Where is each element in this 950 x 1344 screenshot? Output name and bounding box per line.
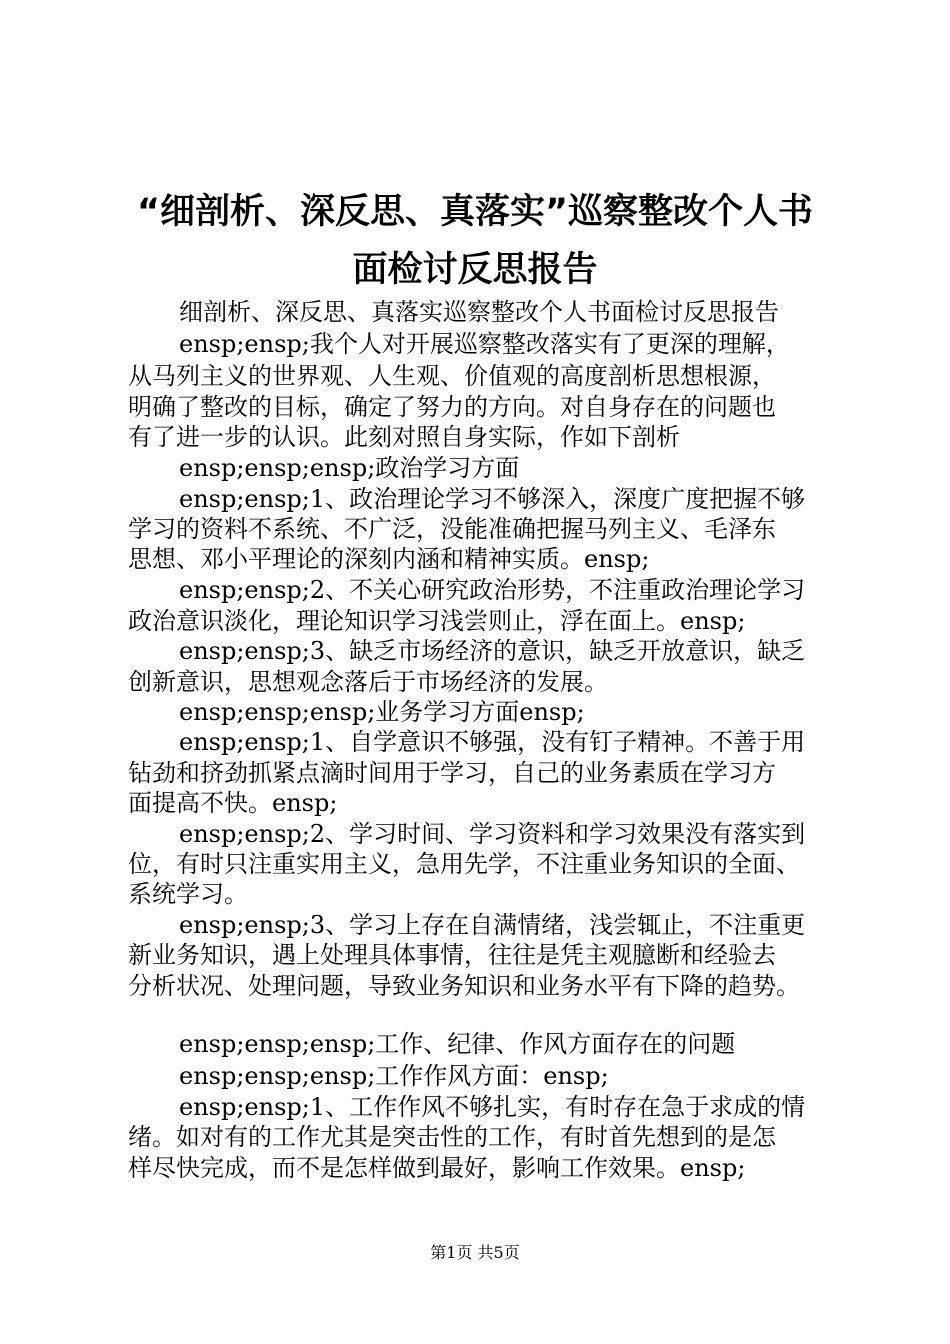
paragraph-line: ensp;ensp;2、不关心研究政治形势，不注重政治理论学习 bbox=[179, 576, 806, 604]
paragraph-line: ensp;ensp;3、缺乏市场经济的意识，缺乏开放意识，缺乏 bbox=[179, 637, 806, 665]
paragraph-line: ensp;ensp;我个人对开展巡察整改落实有了更深的理解， bbox=[179, 330, 790, 358]
subtitle-line: 细剖析、深反思、真落实巡察整改个人书面检讨反思报告 bbox=[179, 298, 779, 326]
paragraph-line: 钻劲和挤劲抓紧点滴时间用于学习，自己的业务素质在学习方 bbox=[128, 759, 776, 787]
section-heading: ensp;ensp;ensp;政治学习方面 bbox=[179, 454, 520, 482]
section-heading: ensp;ensp;ensp;工作作风方面：ensp; bbox=[179, 1062, 609, 1090]
paragraph-line: 系统学习。 bbox=[128, 880, 248, 908]
paragraph-line: 位，有时只注重实用主义，急用先学，不注重业务知识的全面、 bbox=[128, 850, 800, 878]
paragraph-line: 面提高不快。ensp; bbox=[128, 789, 338, 817]
paragraph-line: ensp;ensp;1、自学意识不够强，没有钉子精神。不善于用 bbox=[179, 728, 806, 756]
paragraph-line: 明确了整改的目标，确定了努力的方向。对自身存在的问题也 bbox=[128, 393, 776, 421]
paragraph-line: 政治意识淡化，理论知识学习浅尝则止，浮在面上。ensp; bbox=[128, 607, 746, 635]
page-number-footer: 第1页 共5页 bbox=[430, 1243, 520, 1262]
paragraph-line: 分析状况、处理问题，导致业务知识和业务水平有下降的趋势。 bbox=[128, 972, 800, 1000]
paragraph-line: 样尽快完成，而不是怎样做到最好，影响工作效果。ensp; bbox=[128, 1154, 746, 1182]
paragraph-line: 学习的资料不系统、不广泛，没能准确把握马列主义、毛泽东 bbox=[128, 515, 776, 543]
document-title-line-1: “细剖析、深反思、真落实”巡察整改个人书 bbox=[136, 192, 813, 232]
paragraph-line: 有了进一步的认识。此刻对照自身实际，作如下剖析 bbox=[128, 423, 680, 451]
paragraph-line: 思想、邓小平理论的深刻内涵和精神实质。ensp; bbox=[128, 545, 650, 573]
paragraph-line: ensp;ensp;3、学习上存在自满情绪，浅尝辄止，不注重更 bbox=[179, 911, 806, 939]
paragraph-line: 绪。如对有的工作尤其是突击性的工作，有时首先想到的是怎 bbox=[128, 1123, 776, 1151]
section-heading: ensp;ensp;ensp;业务学习方面ensp; bbox=[179, 698, 585, 726]
paragraph-line: 创新意识，思想观念落后于市场经济的发展。 bbox=[128, 668, 608, 696]
paragraph-line: ensp;ensp;1、政治理论学习不够深入，深度广度把握不够 bbox=[179, 485, 806, 513]
paragraph-line: ensp;ensp;1、工作作风不够扎实，有时存在急于求成的情 bbox=[179, 1093, 806, 1121]
section-heading: ensp;ensp;ensp;工作、纪律、作风方面存在的问题 bbox=[179, 1030, 736, 1058]
paragraph-line: ensp;ensp;2、学习时间、学习资料和学习效果没有落实到 bbox=[179, 820, 806, 848]
document-title-line-2: 面检讨反思报告 bbox=[352, 250, 598, 290]
paragraph-line: 从马列主义的世界观、人生观、价值观的高度剖析思想根源， bbox=[128, 362, 776, 390]
paragraph-line: 新业务知识，遇上处理具体事情，往往是凭主观臆断和经验去 bbox=[128, 941, 776, 969]
